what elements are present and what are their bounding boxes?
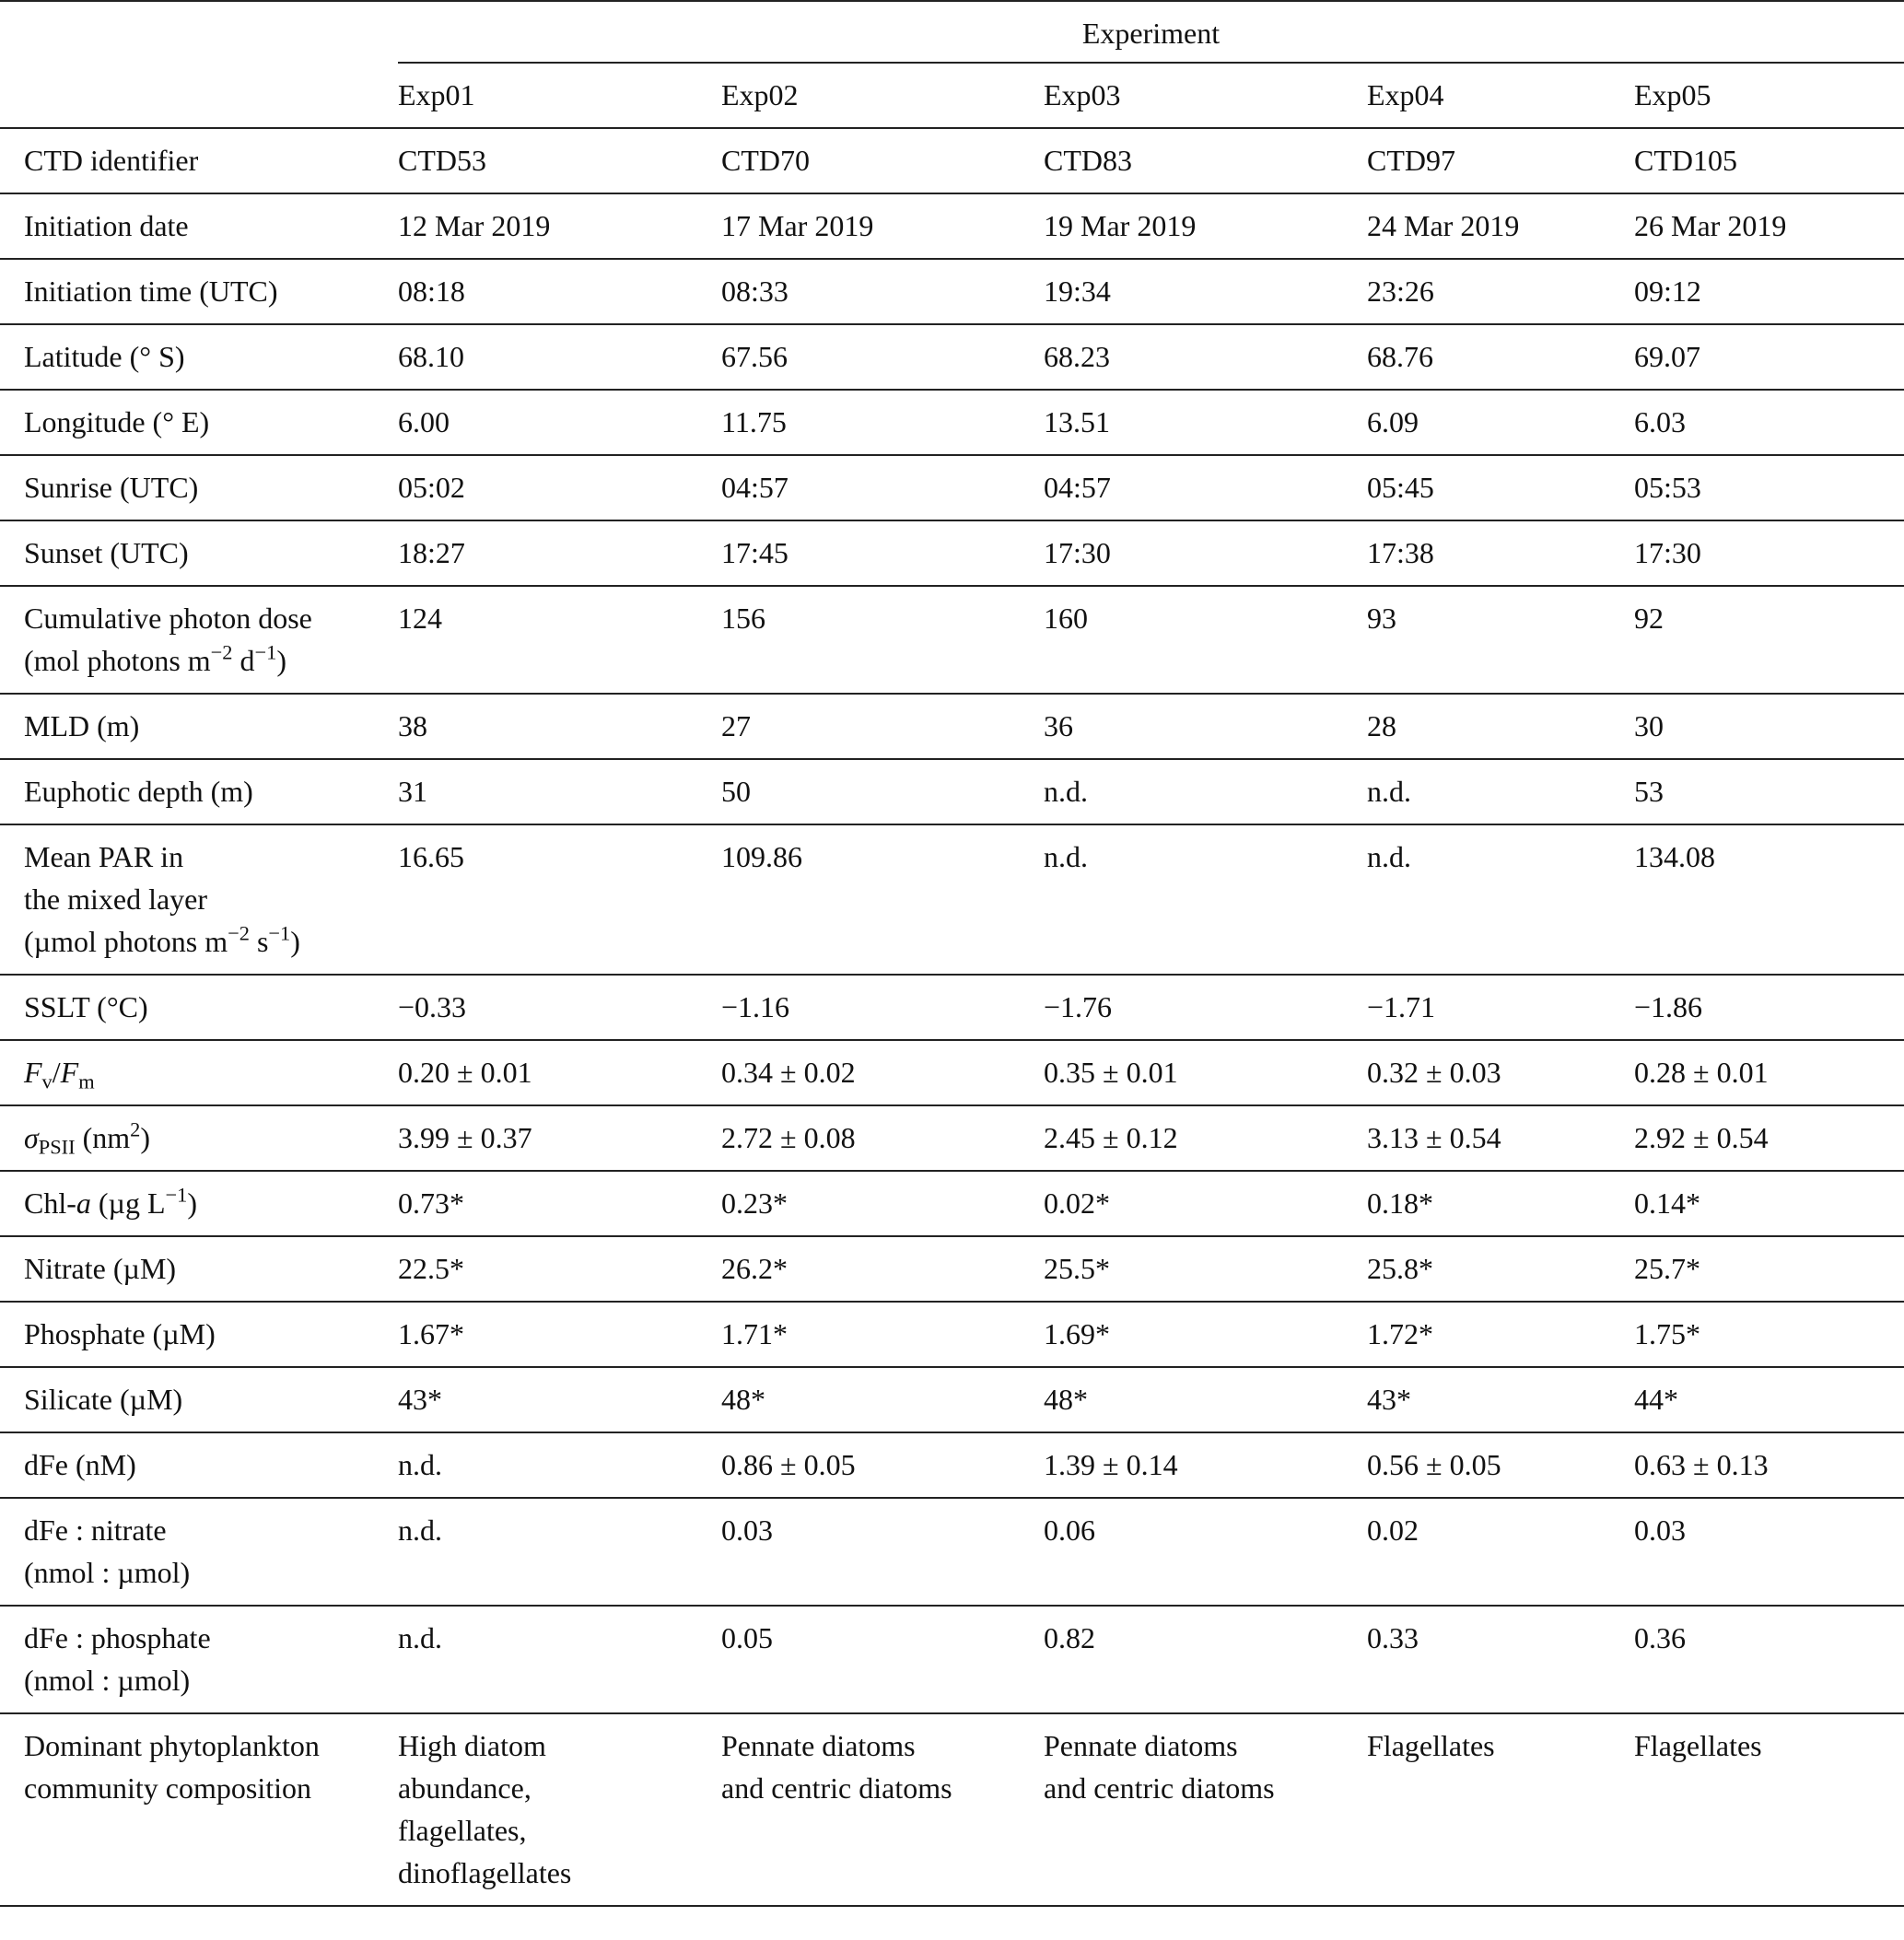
row-label-part: −1 xyxy=(254,640,277,664)
table-cell: 68.23 xyxy=(1044,324,1367,390)
table-row xyxy=(0,1302,1904,1367)
row-label-part: / xyxy=(52,1056,61,1089)
table-cell: 05:45 xyxy=(1367,455,1634,520)
row-label xyxy=(0,1713,398,1906)
row-label xyxy=(0,1302,398,1367)
table-cell: 53 xyxy=(1634,759,1904,824)
table-cell: 0.03 xyxy=(1634,1498,1904,1606)
table-cell: 0.63 ± 0.13 xyxy=(1634,1432,1904,1498)
row-label xyxy=(0,128,398,193)
table-cell: 12 Mar 2019 xyxy=(398,193,721,259)
table-cell: 31 xyxy=(398,759,721,824)
table-cell: −1.71 xyxy=(1367,975,1634,1040)
table-row xyxy=(0,390,1904,455)
table-cell: 05:53 xyxy=(1634,455,1904,520)
table-cell: −1.76 xyxy=(1044,975,1367,1040)
table-cell: 30 xyxy=(1634,694,1904,759)
corner-cell xyxy=(0,63,398,128)
table-cell: 48* xyxy=(721,1367,1044,1432)
row-label-part: −1 xyxy=(165,1183,188,1207)
table-body xyxy=(0,128,1904,1906)
table-cell: 2.45 ± 0.12 xyxy=(1044,1105,1367,1171)
table-row xyxy=(0,1606,1904,1713)
table-cell: n.d. xyxy=(1044,824,1367,975)
table-cell: 16.65 xyxy=(398,824,721,975)
row-label-part: (nm xyxy=(75,1121,131,1154)
table-cell: 24 Mar 2019 xyxy=(1367,193,1634,259)
table-cell: 0.35 ± 0.01 xyxy=(1044,1040,1367,1105)
row-label-part: (µg L xyxy=(90,1186,166,1220)
row-label-part: s xyxy=(249,925,269,958)
table-row xyxy=(0,1171,1904,1236)
row-label-part: (mol photons m xyxy=(24,644,211,677)
row-label xyxy=(0,390,398,455)
experiment-group-header: Experiment xyxy=(398,1,1904,63)
table-row xyxy=(0,759,1904,824)
table-cell: n.d. xyxy=(1367,824,1634,975)
table-row xyxy=(0,259,1904,324)
table-row xyxy=(0,1498,1904,1606)
table-cell: 1.39 ± 0.14 xyxy=(1044,1432,1367,1498)
row-label-part: dFe (nM) xyxy=(24,1448,136,1481)
table-cell: 1.72* xyxy=(1367,1302,1634,1367)
table-cell: 1.67* xyxy=(398,1302,721,1367)
table-cell: 17:38 xyxy=(1367,520,1634,586)
row-label xyxy=(0,1367,398,1432)
table-cell: 17:30 xyxy=(1634,520,1904,586)
table-cell: 19 Mar 2019 xyxy=(1044,193,1367,259)
table-cell: 1.71* xyxy=(721,1302,1044,1367)
row-label-part: a xyxy=(76,1186,91,1220)
table-cell: 156 xyxy=(721,586,1044,694)
row-label xyxy=(0,824,398,975)
corner-cell xyxy=(0,1,398,63)
row-label xyxy=(0,455,398,520)
row-label-part: Mean PAR in xyxy=(24,840,184,873)
row-label xyxy=(0,1040,398,1105)
row-label-part: (µmol photons m xyxy=(24,925,228,958)
row-label-part: Initiation time (UTC) xyxy=(24,275,278,308)
header-exp02: Exp02 xyxy=(721,78,799,111)
table-cell: 36 xyxy=(1044,694,1367,759)
row-label-part: F xyxy=(24,1056,42,1089)
row-label-part: d xyxy=(232,644,255,677)
table-cell: 25.8* xyxy=(1367,1236,1634,1302)
row-label-part: dFe : phosphate xyxy=(24,1621,211,1654)
row-label-part: F xyxy=(60,1056,79,1089)
header-exp04: Exp04 xyxy=(1367,78,1444,111)
table-cell: 109.86 xyxy=(721,824,1044,975)
table-cell: 22.5* xyxy=(398,1236,721,1302)
table-cell: 48* xyxy=(1044,1367,1367,1432)
table-cell: 0.18* xyxy=(1367,1171,1634,1236)
row-label xyxy=(0,324,398,390)
table-cell: −1.16 xyxy=(721,975,1044,1040)
table-cell: 0.03 xyxy=(721,1498,1044,1606)
row-label xyxy=(0,586,398,694)
table-row xyxy=(0,128,1904,193)
table-cell: 04:57 xyxy=(1044,455,1367,520)
table-cell: 08:18 xyxy=(398,259,721,324)
row-label-part: ) xyxy=(276,644,286,677)
table-cell: 92 xyxy=(1634,586,1904,694)
table-cell: 0.02* xyxy=(1044,1171,1367,1236)
table-cell: Pennate diatoms and centric diatoms xyxy=(721,1713,1044,1906)
table-cell: 23:26 xyxy=(1367,259,1634,324)
row-label-part: SSLT (°C) xyxy=(24,990,148,1023)
table-cell: 68.10 xyxy=(398,324,721,390)
table-cell: 0.05 xyxy=(721,1606,1044,1713)
header-exp01: Exp01 xyxy=(398,78,475,111)
table-cell: 3.13 ± 0.54 xyxy=(1367,1105,1634,1171)
header-exp05: Exp05 xyxy=(1634,78,1711,111)
table-cell: 0.33 xyxy=(1367,1606,1634,1713)
table-cell: 0.34 ± 0.02 xyxy=(721,1040,1044,1105)
table-cell: 6.03 xyxy=(1634,390,1904,455)
table-cell: Flagellates xyxy=(1634,1713,1904,1906)
table-cell: 0.73* xyxy=(398,1171,721,1236)
row-label xyxy=(0,694,398,759)
table-cell: n.d. xyxy=(1044,759,1367,824)
table-cell: 1.69* xyxy=(1044,1302,1367,1367)
row-label-part: −2 xyxy=(228,921,250,945)
table-cell: 69.07 xyxy=(1634,324,1904,390)
row-label xyxy=(0,1236,398,1302)
table-cell: 05:02 xyxy=(398,455,721,520)
row-label-part: Chl- xyxy=(24,1186,76,1220)
row-label xyxy=(0,759,398,824)
table-cell: 0.06 xyxy=(1044,1498,1367,1606)
table-cell: 17:30 xyxy=(1044,520,1367,586)
table-row xyxy=(0,824,1904,975)
table-cell: Pennate diatoms and centric diatoms xyxy=(1044,1713,1367,1906)
table-row xyxy=(0,1713,1904,1906)
table-cell: 6.00 xyxy=(398,390,721,455)
row-label-part: −2 xyxy=(210,640,233,664)
row-label-part: MLD (m) xyxy=(24,709,140,742)
row-label-part: Longitude (° E) xyxy=(24,405,210,438)
table-row xyxy=(0,193,1904,259)
table-cell: 27 xyxy=(721,694,1044,759)
row-label-part: Cumulative photon dose xyxy=(24,602,312,635)
table-cell: 6.09 xyxy=(1367,390,1634,455)
table-row xyxy=(0,586,1904,694)
table-cell: 0.56 ± 0.05 xyxy=(1367,1432,1634,1498)
row-label-part: Latitude (° S) xyxy=(24,340,185,373)
row-label-part: the mixed layer xyxy=(24,882,208,916)
table-cell: 0.14* xyxy=(1634,1171,1904,1236)
table-cell: 0.02 xyxy=(1367,1498,1634,1606)
table-cell: −1.86 xyxy=(1634,975,1904,1040)
row-label-part: ) xyxy=(140,1121,151,1154)
table-cell: 134.08 xyxy=(1634,824,1904,975)
table-row xyxy=(0,694,1904,759)
table-cell: 26.2* xyxy=(721,1236,1044,1302)
table-cell: 19:34 xyxy=(1044,259,1367,324)
table-cell: 0.32 ± 0.03 xyxy=(1367,1040,1634,1105)
table-cell: 44* xyxy=(1634,1367,1904,1432)
row-label-part: m xyxy=(78,1069,95,1093)
table-cell: 28 xyxy=(1367,694,1634,759)
table-cell: 18:27 xyxy=(398,520,721,586)
row-label-part: CTD identifier xyxy=(24,144,199,177)
table-cell: 38 xyxy=(398,694,721,759)
table-cell: 0.36 xyxy=(1634,1606,1904,1713)
table-cell: 13.51 xyxy=(1044,390,1367,455)
table-row xyxy=(0,1236,1904,1302)
table-cell: 0.20 ± 0.01 xyxy=(398,1040,721,1105)
table-cell: 08:33 xyxy=(721,259,1044,324)
table-cell: CTD83 xyxy=(1044,128,1367,193)
table-row xyxy=(0,1040,1904,1105)
row-label xyxy=(0,1171,398,1236)
table-cell: 43* xyxy=(1367,1367,1634,1432)
row-label-part: PSII xyxy=(38,1135,76,1159)
row-label-part: ) xyxy=(187,1186,198,1220)
table-cell: CTD53 xyxy=(398,128,721,193)
table-cell: n.d. xyxy=(398,1606,721,1713)
row-label xyxy=(0,520,398,586)
experiment-header-row xyxy=(0,63,1904,128)
table-cell: 17 Mar 2019 xyxy=(721,193,1044,259)
table-cell: CTD97 xyxy=(1367,128,1634,193)
header-exp03: Exp03 xyxy=(1044,78,1121,111)
row-label-part: community composition xyxy=(24,1771,311,1805)
table-cell: 2.92 ± 0.54 xyxy=(1634,1105,1904,1171)
row-label-part: Initiation date xyxy=(24,209,189,242)
table-cell: 3.99 ± 0.37 xyxy=(398,1105,721,1171)
row-label-part: dFe : nitrate xyxy=(24,1513,167,1547)
row-label-part: Phosphate (µM) xyxy=(24,1317,216,1350)
table-row xyxy=(0,455,1904,520)
row-label xyxy=(0,1498,398,1606)
row-label-part: Nitrate (µM) xyxy=(24,1252,177,1285)
row-label-part: Silicate (µM) xyxy=(24,1383,183,1416)
table-cell: 0.82 xyxy=(1044,1606,1367,1713)
table-cell: 124 xyxy=(398,586,721,694)
row-label-part: ) xyxy=(290,925,300,958)
table-cell: 26 Mar 2019 xyxy=(1634,193,1904,259)
row-label-part: Euphotic depth (m) xyxy=(24,775,253,808)
table-cell: 09:12 xyxy=(1634,259,1904,324)
table-cell: High diatom abundance, flagellates, dinoflagellates xyxy=(398,1713,721,1906)
table-cell: 68.76 xyxy=(1367,324,1634,390)
row-label-part: Dominant phytoplankton xyxy=(24,1729,320,1762)
table-cell: CTD105 xyxy=(1634,128,1904,193)
table-cell: 0.23* xyxy=(721,1171,1044,1236)
table-cell: 50 xyxy=(721,759,1044,824)
table-row xyxy=(0,1432,1904,1498)
row-label-part: v xyxy=(41,1069,53,1093)
table-row xyxy=(0,520,1904,586)
table-cell: n.d. xyxy=(1367,759,1634,824)
table-cell: n.d. xyxy=(398,1498,721,1606)
table-cell: 43* xyxy=(398,1367,721,1432)
table-cell: 160 xyxy=(1044,586,1367,694)
row-label-part: (nmol : µmol) xyxy=(24,1664,191,1697)
table-cell: 25.7* xyxy=(1634,1236,1904,1302)
table-row xyxy=(0,975,1904,1040)
table-row xyxy=(0,1367,1904,1432)
table-row xyxy=(0,1105,1904,1171)
table-cell: 25.5* xyxy=(1044,1236,1367,1302)
row-label xyxy=(0,259,398,324)
row-label-part: (nmol : µmol) xyxy=(24,1556,191,1589)
table-cell: 11.75 xyxy=(721,390,1044,455)
table-cell: 67.56 xyxy=(721,324,1044,390)
row-label-part: Sunrise (UTC) xyxy=(24,471,199,504)
group-header-row xyxy=(0,1,1904,63)
row-label xyxy=(0,193,398,259)
row-label xyxy=(0,975,398,1040)
row-label-part: 2 xyxy=(130,1117,141,1141)
table-cell: Flagellates xyxy=(1367,1713,1634,1906)
table-cell: n.d. xyxy=(398,1432,721,1498)
table-cell: 0.86 ± 0.05 xyxy=(721,1432,1044,1498)
table-cell: 2.72 ± 0.08 xyxy=(721,1105,1044,1171)
table-cell: 17:45 xyxy=(721,520,1044,586)
row-label-part: σ xyxy=(24,1121,39,1154)
table-cell: 0.28 ± 0.01 xyxy=(1634,1040,1904,1105)
table-row xyxy=(0,324,1904,390)
table-cell: 1.75* xyxy=(1634,1302,1904,1367)
table-cell: CTD70 xyxy=(721,128,1044,193)
table-cell: 93 xyxy=(1367,586,1634,694)
row-label xyxy=(0,1606,398,1713)
row-label xyxy=(0,1432,398,1498)
row-label-part: −1 xyxy=(268,921,291,945)
row-label-part: Sunset (UTC) xyxy=(24,536,189,569)
table-cell: 04:57 xyxy=(721,455,1044,520)
row-label xyxy=(0,1105,398,1171)
table-cell: −0.33 xyxy=(398,975,721,1040)
